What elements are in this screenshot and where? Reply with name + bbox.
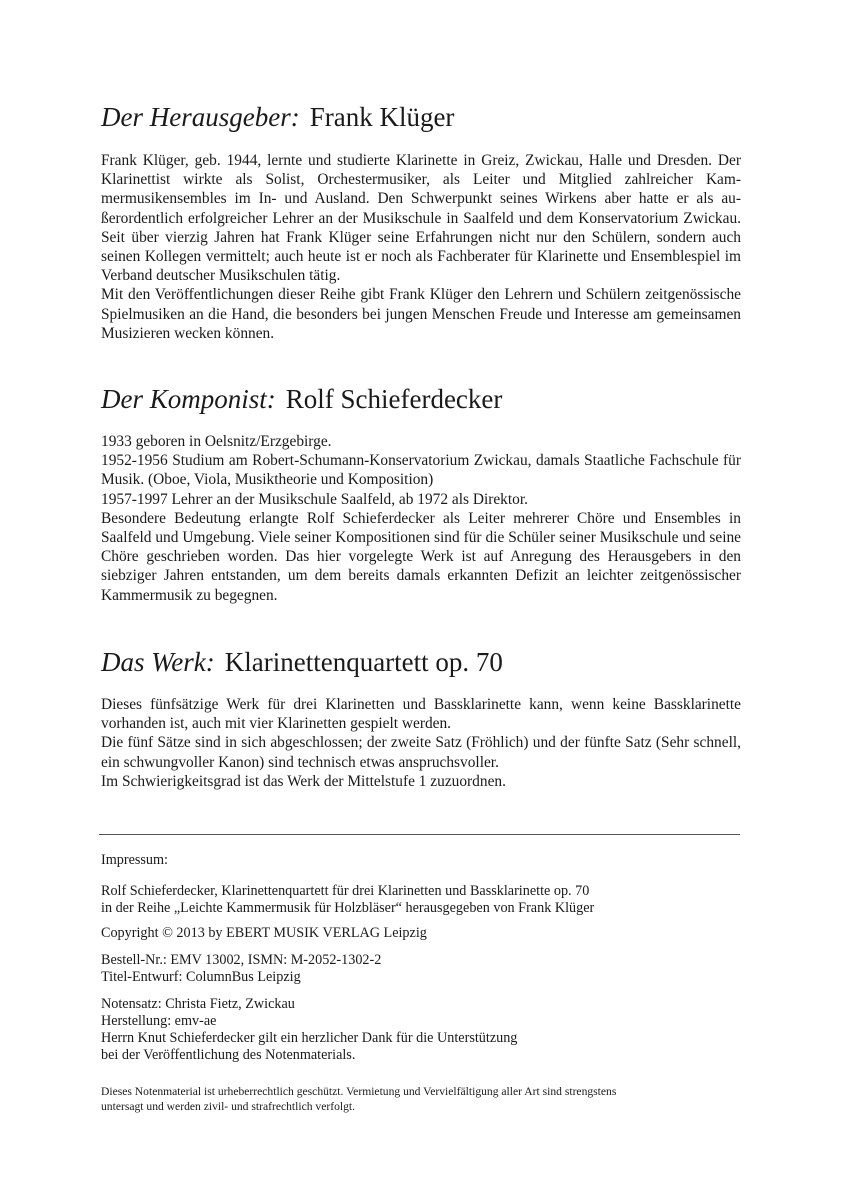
copyright-notice-line-2: untersagt und werden zivil- und strafrechtlich verfolgt. xyxy=(101,1100,356,1113)
publisher-bio-paragraph: Frank Klüger, geb. 1944, lernte und studierte Klarinette in Greiz, Zwickau, Halle und Dresden. Der Klarinettist wirkte als Solist, Orchestermusiker, als Leiter und Mitglied zahlreicher Kammermusikensembles im In- und Ausland. Den Schwerpunkt seines Wirkens aber hatte er als außerordentlich erfolgreicher Lehrer an der Musikschule in Saalfeld und dem Konservatorium Zwickau. Seit über vierzig Jahren hat Frank Klüger seine Erfahrungen nicht nur den Schülern, sondern auch seinen Kollegen vermittelt; auch heute ist er noch als Fachberater für Klarinette und Ensemblespiel im Verband deutscher Musikschulen tätig. xyxy=(101,152,741,285)
publisher-series-paragraph: Mit den Veröffentlichungen dieser Reihe gibt Frank Klüger den Lehrern und Schülern zeitgenössische Spielmusiken an die Hand, die besonders bei jungen Menschen Freude und Interesse am gemeinsamen Musizieren wecken können. xyxy=(101,286,741,342)
work-section xyxy=(101,645,741,791)
composer-study-paragraph: 1952-1956 Studium am Robert-Schumann-Konservatorium Zwickau, damals Staatliche Fachschule für Musik. (Oboe, Viola, Musiktheorie und Komposition) xyxy=(101,452,741,489)
impressum-copyright: Copyright © 2013 by EBERT MUSIK VERLAG Leipzig xyxy=(101,925,427,941)
impressum-title: Impressum: xyxy=(101,852,168,868)
impressum-thanks-line-2: bei der Veröffentlichung des Notenmaterials. xyxy=(101,1047,356,1063)
impressum-order-number: Bestell-Nr.: EMV 13002, ISMN: M-2052-1302-2 xyxy=(101,952,382,968)
impressum-thanks-line-1: Herrn Knut Schieferdecker gilt ein herzlicher Dank für die Unterstützung xyxy=(101,1030,518,1046)
impressum-production: Herstellung: emv-ae xyxy=(101,1013,217,1029)
work-difficulty-line: Im Schwierigkeitsgrad ist das Werk der Mittelstufe 1 zuzuordnen. xyxy=(101,772,506,790)
composer-teacher-line: 1957-1997 Lehrer an der Musikschule Saalfeld, ab 1972 als Direktor. xyxy=(101,490,528,508)
work-heading xyxy=(101,645,741,679)
composer-name: Rolf Schieferdecker xyxy=(285,384,503,414)
publisher-heading-label: Der Herausgeber: xyxy=(101,102,300,132)
copyright-notice-line-1: Dieses Notenmaterial ist urheberrechtlich geschützt. Vermietung und Vervielfältigung aller Art sind strengstens xyxy=(101,1085,617,1098)
publisher-heading xyxy=(101,100,741,134)
composer-section xyxy=(101,382,741,605)
work-heading-label: Das Werk: xyxy=(101,647,215,677)
work-movements-paragraph: Die fünf Sätze sind in sich abgeschlossen; der zweite Satz (Fröhlich) und der fünfte Satz (Sehr schnell, ein schwungvoller Kanon) sind technisch etwas anspruchsvoller. xyxy=(101,734,741,771)
impressum-title-design: Titel-Entwurf: ColumnBus Leipzig xyxy=(101,969,301,985)
work-name: Klarinettenquartett op. 70 xyxy=(224,647,503,677)
impressum-typesetting: Notensatz: Christa Fietz, Zwickau xyxy=(101,996,295,1012)
section-divider xyxy=(99,834,740,835)
work-instrumentation-paragraph: Dieses fünfsätzige Werk für drei Klarinetten und Bassklarinette kann, wenn keine Bassklarinette vorhanden ist, auch mit vier Klarinetten gespielt werden. xyxy=(101,696,741,733)
composer-heading-label: Der Komponist: xyxy=(101,384,276,414)
publisher-name: Frank Klüger xyxy=(309,102,455,132)
composer-importance-paragraph: Besondere Bedeutung erlangte Rolf Schieferdecker als Leiter mehrerer Chöre und Ensembles in Saalfeld und Umgebung. Viele seiner Kompositionen sind für die Schüler seiner Musikschule und seine Chöre geschrieben worden. Das hier vorgelegte Werk ist auf Anregung des Herausgebers in den siebziger Jahren entstanden, um dem bereits damals erkannten Defizit an leichter zeitgenössischer Kammermusik zu begegnen. xyxy=(101,509,741,604)
composer-birth-line: 1933 geboren in Oelsnitz/Erzgebirge. xyxy=(101,433,332,450)
composer-heading xyxy=(101,382,741,416)
publisher-section xyxy=(101,100,741,343)
impressum-work-line-2: in der Reihe „Leichte Kammermusik für Holzbläser“ herausgegeben von Frank Klüger xyxy=(101,900,595,916)
impressum-work-line-1: Rolf Schieferdecker, Klarinettenquartett für drei Klarinetten und Bassklarinette op. 70 xyxy=(101,883,590,899)
